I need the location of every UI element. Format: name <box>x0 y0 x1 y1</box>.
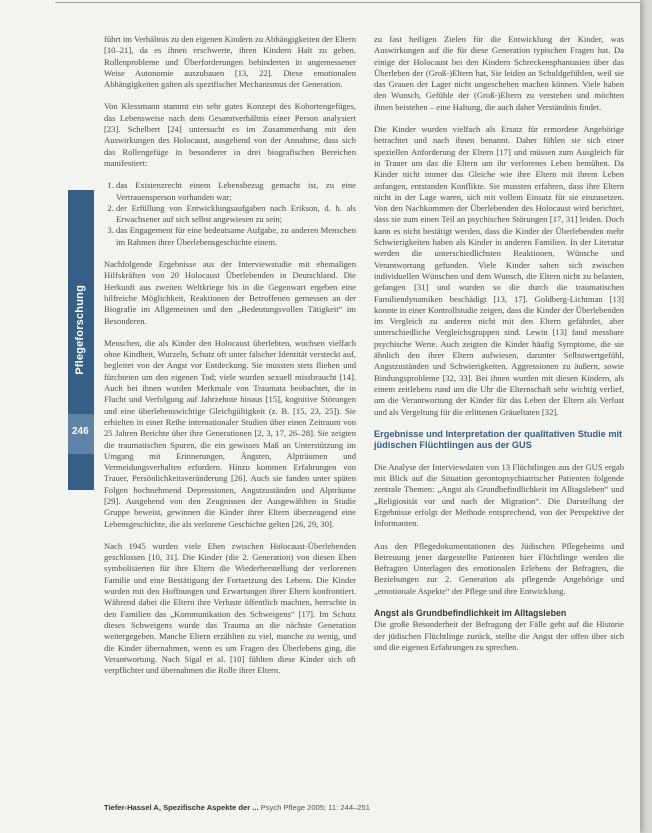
numbered-list <box>104 180 356 248</box>
section-heading: Ergebnisse und Interpretation der qualitativen Studie mit jüdischen Flüchtlingen aus der GUS <box>374 428 623 451</box>
paragraph: Aus den Pflegedokumentationen des Jüdischen Pflegeheims und Betreuung jener dargestellte Patienten hier Flüchtlinge werden die Befragten Unterlagen des emotionalen Erlebens der Befragten, die Beziehungen zur 2. Generation als pflegende Angehörige und „emotionale Aspekte“ der Pflege und ihre Entwicklung. <box>374 540 624 596</box>
paragraph: Die große Besonderheit der Befragung der Fälle geht auf die Historie der jüdischen Flüchtlinge zurück, stellte die Angst der offen über sich und die eigenen Erfahrungen zu sprechen. <box>374 619 624 652</box>
right-column <box>374 34 624 664</box>
paragraph: Von Klessmann stammt ein sehr gutes Konzept des Kohortengefüges, das Lebensweise nach dem Gesamtverhältnis einer Person analysiert [23]. Schelbert [24] untersucht es im Zusammenhang mit den Auswirkungen des Holocaust, ausgehend von der Annahme, dass sich das Rollengefüge in besonderer in drei biografischen Bereichen manifestiert: <box>104 101 356 168</box>
paragraph: führt im Verhältnis zu den eigenen Kindern zu Abhängigkeiten der Eltern [10–21], da es ihnen erschwerte, ihren Kindern Halt zu geben. Rollenprobleme und Überforderungen behinderten in angemessener Weise Autonomie auszubauen [13, 22]. Diese emotionalen Abhängigkeiten galten als spezifischer Mechanismus der Generation. <box>104 34 356 90</box>
list-item: 2. der Erfüllung von Entwicklungsaufgaben nach Erikson, d. h. als Erwachsener auf sich selbst angewiesen zu sein; <box>116 203 356 226</box>
page-footer <box>104 803 404 812</box>
page-number-box <box>68 414 94 454</box>
footer-journal: Psych Pflege 2005; 11: 244–251 <box>260 803 370 812</box>
header-rule <box>55 2 640 11</box>
paragraph: Nach 1945 wurden viele Ehen zwischen Holocaust-Überlebenden geschlossen [10, 31]. Die Kinder (die 2. Generation) von diesen Ehen symbolisierten für ihre Eltern die Wiederherstellung der verlorenen Familie und eine Bestätigung der Fortsetzung des Lebens. Die Kinder wurden mit den Hoffnungen und Erwartungen ihrer Eltern konfrontiert. Während dabei die Eltern ihre Verluste öffentlich machten, herrschte in den Familien das „Kommunikation des Schweigens“ [17]. Im Schutz dieses Schweigens wurde das Trauma an die nächste Generation weitergegeben. Manche Eltern erzählten zu viel, manche zu wenig, und die Kinder übernahmen, wenn es um Fragen des Überlebens ging, die Verantwortung. Nach Sigal et al. [10] fühlten diese Kinder sich oft verpflichtet und übernahmen die Rolle ihrer Eltern. <box>104 540 356 676</box>
page-number: 246 <box>72 426 89 437</box>
list-item: 3. das Engagement für eine bedeutsame Aufgabe, zu anderen Menschen im Rahmen ihrer Überlebensgeschichte einem. <box>116 225 356 248</box>
subsection-heading: Angst als Grundbefindlichkeit im Alltagsleben <box>374 608 567 619</box>
paragraph: Menschen, die als Kinder den Holocaust überlebten, wuchsen vielfach ohne Kindheit, Wurzeln, Schutz oft unter falscher Identität versteckt auf, begleitet von der Angst vor Entdeckung. Sie mussten stets fliehen und fürchteten um den eigenen Tod; viele wurden sexuell missbraucht [14]. Auch bei ihnen wurden Merkmale von Traumata beobachtet, die in Flucht und Verfolgung auf Jahrzehnte hinaus [15], kognitive Störungen und eine überlebenswichtige Gleichgültigkeit (z. B. [15, 23, 25]). Sie erhielten in einer Reihe internationaler Studien über einen Zeitraum von 25 Jahren Berichte über ihre Generationen [2, 3, 17, 26–28]. Sie zeigten die traumatischen Spuren, die ein gewisses Maß an Unterstützung im Umgang mit Erinnerungen, Ängsten, Alpträumen und Vermeidungsverhalten erfordern. Hinzu kommen Erfahrungen von Trauer, Persönlichkeitsveränderung [26]. Auch sie fanden unter späten Folgen hochnehmend Depressionen, Angstzuständen und Alpträume [29]. Ausgehend von den Zeugnissen der Ausgewählten in Studie Gruppe beweist, gewinnen die Kinder ihrer Eltern überzeugend eine Lebensgeschichte, die als verlorene Geschichte gelten [26, 29, 30]. <box>104 337 356 529</box>
list-item: 1. das Existenzrecht einem Lebensbezug gemacht ist, zu eine Vertrauensperson vorhanden war; <box>116 180 356 203</box>
paragraph: zu fast heiligen Zielen für die Entwicklung der Kinder, was Auswirkungen auf die für diese Generation typischen Fragen hat. Da einige der Holocaust bei den Kindern Schreckensphantasien über das Überleben der (Groß-)Eltern hat, Sie leiden an Schuldgefühlen, weil sie das Grauen der Lager nicht ungeschehen machen können. Viele haben den Wunsch, Gefühle der (Groß-)Eltern zu verstehen und möchten ihnen beistehen – eine Haltung, die auch daher Verständnis findet. <box>374 34 624 112</box>
left-column <box>104 34 356 687</box>
paragraph: Die Analyse der Interviewdaten von 13 Flüchtlingen aus der GUS ergab mit Blick auf die Situation gerontopsychiatrischer Patienten folgende zentrale Themen: „Angst als Grundbefindlichkeit im Alltagsleben“ und „Religiosität vor und nach der Migration“. Die Darstellung der Ergebnisse erfolgt der Methode entsprechend, von der Perspektive der Informanten. <box>374 461 624 529</box>
section-label: Pflegeforschung <box>74 285 86 375</box>
paragraph: Nachfolgende Ergebnisse aus der Interviewstudie mit ehemaligen Hilfskräften von 20 Holocaust Überlebenden in Deutschland. Die Herkunft aus zweiten Weltkriege bis in die Gegenwart ergeben eine hilfreiche Möglichkeit, Reaktionen der Betroffenen gemessen an der Biografie im Allgemeinen und den „Bedeutungsvollen Tätigkeit“ im Besonderen. <box>104 259 356 326</box>
paragraph: Die Kinder wurden vielfach als Ersatz für ermordete Angehörige betrachtet und nach ihnen benannt. Daher fühlen sie sich einer speziellen Anforderung der Eltern [17] und müssen zum Ausgleich für in Trauer um das die Eltern um ihr verlorenes Leben bemühen. Da Kinder nicht immer das Gleiche wie ihre Eltern mit ihrem Leben anfangen, entstanden Konflikte. Sie mussten erfahren, dass ihre Eltern nicht in der Lage waren, sich mit vollem Einsatz für sie einzusetzen. Von den Nachkommen der Überlebenden des Holocaust wird berichtet, dass sie zum einen Teil an psychischen Störungen [17, 31] leiden. Doch kann es nicht bestätigt werden, dass die Kinder der Überlebenden mehr Schwierigkeiten haben als Kinder in anderen Familien. In der Literatur werden die unterschiedlichsten Reaktionen, Wünsche und Verantwortung gefunden. Viele Kinder sahen sich zwischen individuellen Wünschen und dem Wunsch, die Eltern nicht zu belasten, gefangen [31] und wurden so die durch die traumatischen Familiendynamiken beschädigt [13, 17]. Goldberg-Lichtman [13] konnte in einer Kontrollstudie zeigen, dass die Kinder der Überlebenden im Vergleich zu anderen nicht mit den Eltern gefährdet, aber unterschiedliche Vergleichsgruppen sind. Lewin [13] fand messbare psychische Werte. Auch zeigten die Kinder häufig Symptome, die sie ähnlich den ihrer Eltern aufwiesen, darunter Selbstwertgefühl, Angstzuständen und Schwierigkeiten. Aggressionen zu äußern, sowie Bindungsprobleme [32, 33]. Bei ihnen wurden mit diesen Kindern, als einem zeitlebens rund um die Uhr die Elternschaft sehr wichtig verlief, um die Verantwortung der Kinder für das Leben der Eltern als Verlust und als Vergeltung für die erlittenen Gräueltaten [32]. <box>374 124 624 417</box>
footer-citation: Tiefer-Hassel A, Spezifische Aspekte der ... <box>104 803 259 812</box>
